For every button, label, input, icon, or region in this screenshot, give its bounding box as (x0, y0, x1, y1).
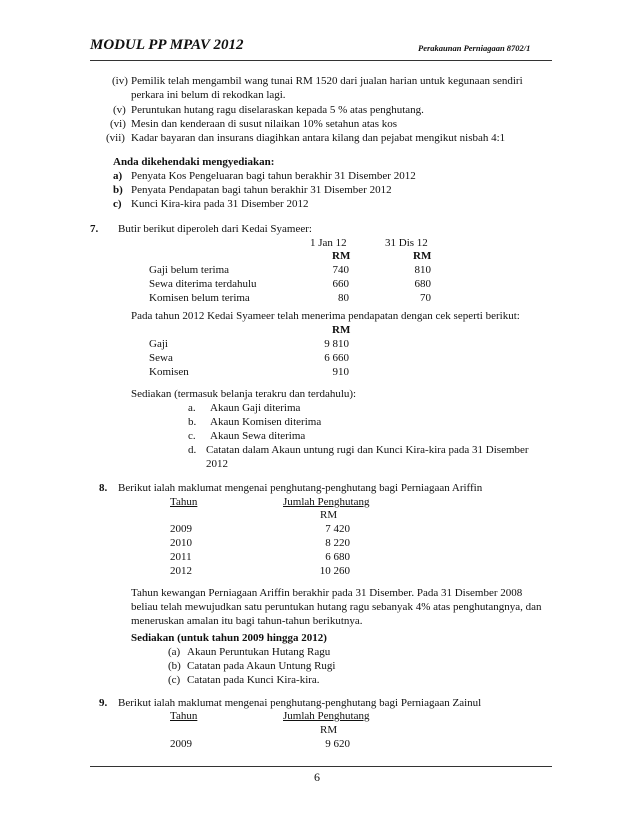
q8-amount: 8 220 (325, 537, 350, 549)
footer-divider (90, 766, 552, 767)
q7-row-label: Gaji belum terima (149, 264, 230, 276)
q9-year: 2009 (170, 738, 192, 750)
q7-task: Catatan dalam Akaun untung rugi dan Kunci Kira-kira pada 31 Disember (206, 444, 529, 456)
q7-row-value-1: 740 (332, 264, 349, 276)
page-header-subject: Perakaunan Perniagaan 8702/1 (418, 43, 531, 53)
question-9-intro: Berikut ialah maklumat mengenai penghutang-penghutang bagi Perniagaan Zainul (118, 697, 482, 709)
required-title: Anda dikehendaki mengyediakan: (113, 156, 275, 168)
q8-task: Catatan pada Akaun Untung Rugi (187, 660, 336, 672)
q7-received-label: Komisen (149, 366, 189, 378)
q8-paragraph-line: beliau telah mewujudkan satu peruntukan hutang ragu sebanyak 4% atas penghutangnya, dan (131, 601, 542, 613)
q9-currency: RM (320, 724, 338, 736)
q8-year: 2011 (170, 551, 192, 563)
required-number: a) (113, 170, 123, 182)
q8-col-year: Tahun (170, 496, 198, 508)
question-8-number: 8. (99, 482, 108, 494)
q7-received-value: 9 810 (324, 338, 349, 350)
q8-paragraph-line: Tahun kewangan Perniagaan Ariffin berakhir pada 31 Disember. Pada 31 Disember 2008 (131, 587, 523, 599)
q8-year: 2010 (170, 537, 192, 549)
note-text: Peruntukan hutang ragu diselaraskan kepada 5 % atas penghutang. (131, 104, 424, 116)
q7-col2-heading: 31 Dis 12 (385, 237, 428, 249)
q7-received-label: Gaji (149, 338, 168, 350)
note-text: Pemilik telah mengambil wang tunai RM 1520 dari jualan harian untuk kegunaan sendiri (131, 75, 523, 87)
note-number: (vii) (106, 132, 125, 144)
q8-currency: RM (320, 509, 338, 521)
q7-task: Akaun Komisen diterima (210, 416, 322, 428)
q7-row-value-2: 680 (414, 278, 431, 290)
note-text: perkara ini belum di rekodkan lagi. (131, 89, 286, 101)
q8-amount: 10 260 (319, 565, 350, 577)
note-number: (iv) (112, 75, 128, 87)
header-divider (90, 60, 552, 61)
q7-col2-currency: RM (413, 250, 432, 262)
q8-year: 2009 (170, 523, 192, 535)
question-7-number: 7. (90, 223, 99, 235)
q7-task: Akaun Gaji diterima (210, 402, 301, 414)
required-number: c) (113, 198, 122, 210)
required-number: b) (113, 184, 123, 196)
required-item: Kunci Kira-kira pada 31 Disember 2012 (131, 198, 309, 210)
q7-task-number: a. (188, 402, 196, 414)
q9-amount: 9 620 (325, 738, 350, 750)
q7-prepare: Sediakan (termasuk belanja terakru dan terdahulu): (131, 388, 357, 400)
page-header-title: MODUL PP MPAV 2012 (90, 37, 244, 53)
q8-task: Akaun Peruntukan Hutang Ragu (187, 646, 331, 658)
q9-col-amount: Jumlah Penghutang (283, 710, 370, 722)
required-item: Penyata Kos Pengeluaran bagi tahun berakhir 31 Disember 2012 (131, 170, 416, 182)
q7-col1-heading: 1 Jan 12 (310, 237, 347, 249)
note-text: Mesin dan kenderaan di susut nilaikan 10% setahun atas kos (131, 118, 398, 130)
q7-received-value: 6 660 (324, 352, 349, 364)
q7-row-value-1: 80 (338, 292, 349, 304)
q7-row-value-1: 660 (332, 278, 349, 290)
q8-prepare: Sediakan (untuk tahun 2009 hingga 2012) (131, 632, 327, 644)
q7-task-number: c. (188, 430, 196, 442)
q7-received-label: Sewa (149, 352, 173, 364)
q8-amount: 7 420 (325, 523, 350, 535)
q7-received-text: Pada tahun 2012 Kedai Syameer telah menerima pendapatan dengan cek seperti berikut: (131, 310, 520, 322)
q8-task-number: (a) (168, 646, 181, 658)
page-number: 6 (314, 770, 320, 784)
q7-received-currency: RM (332, 324, 351, 336)
question-7-intro: Butir berikut diperoleh dari Kedai Syameer: (118, 223, 312, 235)
required-item: Penyata Pendapatan bagi tahun berakhir 31 Disember 2012 (131, 184, 392, 196)
q7-row-label: Komisen belum terima (149, 292, 250, 304)
q8-paragraph-line: meneruskan amalan itu bagi tahun-tahun berikutnya. (131, 615, 363, 627)
q7-task: Akaun Sewa diterima (210, 430, 306, 442)
q7-row-value-2: 810 (414, 264, 431, 276)
q7-task-number: d. (188, 444, 197, 456)
question-8-intro: Berikut ialah maklumat mengenai penghutang-penghutang bagi Perniagaan Ariffin (118, 482, 483, 494)
q8-year: 2012 (170, 565, 192, 577)
note-text: Kadar bayaran dan insurans diagihkan antara kilang dan pejabat mengikut nisbah 4:1 (131, 132, 506, 144)
q7-row-value-2: 70 (420, 292, 431, 304)
q7-task-continuation: 2012 (206, 458, 228, 470)
q7-task-number: b. (188, 416, 197, 428)
q8-task-number: (c) (168, 674, 181, 686)
q8-task: Catatan pada Kunci Kira-kira. (187, 674, 320, 686)
question-9-number: 9. (99, 697, 108, 709)
note-number: (v) (113, 104, 126, 116)
q7-col1-currency: RM (332, 250, 351, 262)
q8-task-number: (b) (168, 660, 181, 672)
q7-row-label: Sewa diterima terdahulu (149, 278, 257, 290)
note-number: (vi) (110, 118, 126, 130)
q9-col-year: Tahun (170, 710, 198, 722)
q7-received-value: 910 (332, 366, 349, 378)
q8-col-amount: Jumlah Penghutang (283, 496, 370, 508)
q8-amount: 6 680 (325, 551, 350, 563)
